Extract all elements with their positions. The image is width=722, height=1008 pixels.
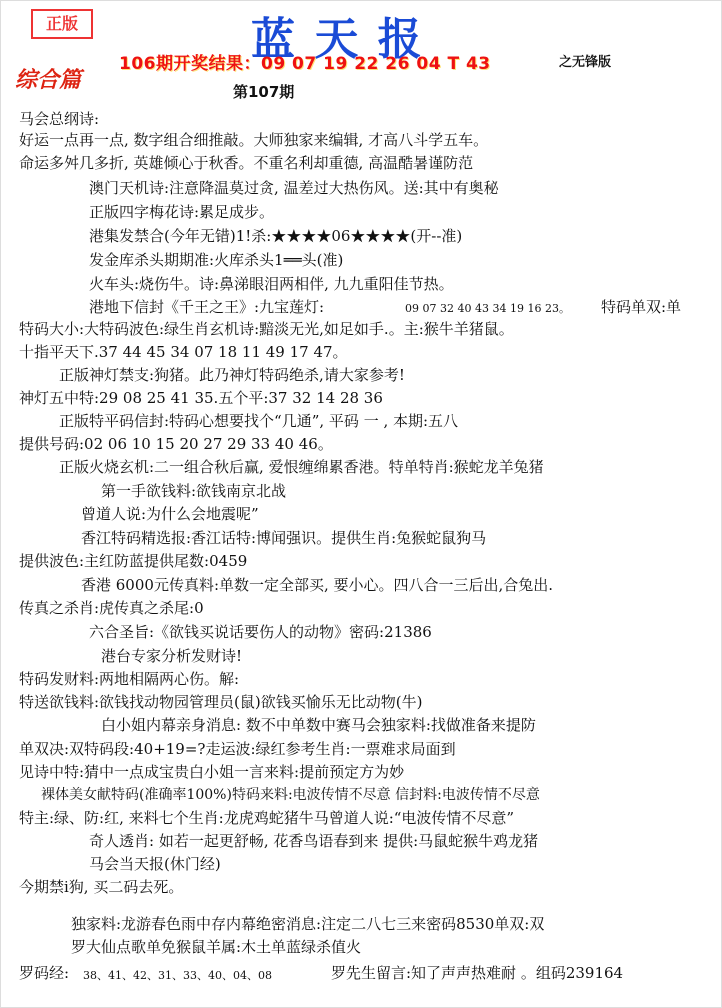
text-line: 特码单双:单: [601, 298, 682, 316]
issue-number: 第107期: [233, 83, 295, 101]
edition-label: 之无锋版: [559, 55, 612, 70]
text-line: 好运一点再一点, 数字组合细推敲。大师独家来编辑, 才高八斗学五车。: [19, 131, 489, 149]
text-line: 香港 6000元传真料:单数一定全部买, 要小心。四八合一三后出,合兔出.: [81, 576, 554, 594]
text-line: 特码大小:大特码波色:绿生肖玄机诗:黯淡无光,如足如手.。主:猴牛羊猪鼠。: [19, 320, 514, 338]
text-line: 提供波色:主红防蓝提供尾数:0459: [19, 552, 248, 570]
text-line: 特主:绿、防:红, 来料七个生肖:龙虎鸡蛇猪牛马曾道人说:“电波传情不尽意”: [19, 809, 515, 827]
text-line: 十指平天下.37 44 45 34 07 18 11 49 17 47。: [19, 343, 348, 361]
text-line: 38、41、42、31、33、40、04、08: [83, 969, 272, 982]
text-line: 香江特码精选报:香江话特:博闻强识。提供生肖:兔猴蛇鼠狗马: [81, 529, 487, 547]
text-line: 马会总纲诗:: [19, 110, 100, 128]
text-line: 正版特平码信封:特码心想要找个“几通”, 平码 一 , 本期:五八: [59, 412, 459, 430]
text-line: 09 07 32 40 43 34 19 16 23。: [405, 302, 570, 315]
text-line: 六合圣旨:《欲钱买说话要伤人的动物》密码:21386: [89, 623, 432, 641]
text-line: 神灯五中特:29 08 25 41 35.五个平:37 32 14 28 36: [19, 389, 383, 407]
text-line: 罗码经:: [19, 964, 70, 982]
text-line: 特码发财料:两地相隔两心伤。解:: [19, 670, 240, 688]
draw-result: 106期开奖结果：09 07 19 22 26 04 T 43: [119, 54, 491, 74]
text-line: 正版火烧玄机:二一组合秋后赢, 爱恨缠绵累香港。特单特肖:猴蛇龙羊兔猪: [59, 458, 544, 476]
text-line: 港集发禁合(今年无错)1!杀:★★★★06★★★★(开--准): [89, 227, 463, 245]
text-line: 特送欲钱料:欲钱找动物园管理员(鼠)欲钱买愉乐无比动物(牛): [19, 693, 423, 711]
text-line: 命运多舛几多折, 英雄倾心于秋香。不重名利却重德, 高温酷暑谨防范: [19, 154, 474, 172]
paper-title: 蓝 天 报: [251, 14, 424, 65]
text-line: 白小姐内幕亲身消息: 数不中单数中赛马会独家料:找做准备来提防: [101, 716, 536, 734]
text-line: 罗大仙点歌单免猴鼠羊属:木土单蓝绿杀值火: [71, 938, 362, 956]
text-line: 马会当天报(休门经): [89, 855, 221, 873]
text-line: 第一手欲钱料:欲钱南京北战: [101, 482, 287, 500]
text-line: 见诗中特:猜中一点成宝贵白小姐一言来料:提前预定方为妙: [19, 763, 405, 781]
text-line: 正版神灯禁支:狗猪。此乃神灯特码绝杀,请大家参考!: [59, 366, 405, 384]
text-line: 裸体美女献特码(准确率100%)特码来料:电波传情不尽意 信封料:电波传情不尽意: [41, 787, 540, 803]
text-line: 港地下信封《千王之王》:九宝莲灯:: [89, 298, 325, 316]
text-line: 罗先生留言:知了声声热难耐 。组码239164: [331, 964, 624, 982]
text-line: 奇人透肖: 如若一起更舒畅, 花香鸟语春到来 提供:马鼠蛇猴牛鸡龙猪: [89, 832, 539, 850]
text-line: 独家料:龙游春色雨中存内幕绝密消息:注定二八七三来密码8530单双:双: [71, 915, 545, 933]
text-line: 正版四字梅花诗:累足成步。: [89, 203, 275, 221]
text-line: 传真之杀肖:虎传真之杀尾:0: [19, 599, 204, 617]
text-line: 发金库杀头期期准:火库杀头1══头(准): [89, 251, 344, 269]
text-line: 单双决:双特码段:40+19=?走运波:绿红参考生肖:一票难求局面到: [19, 740, 456, 758]
text-line: 提供号码:02 06 10 15 20 27 29 33 40 46。: [19, 435, 333, 453]
section-title: 综合篇: [15, 67, 82, 93]
text-line: 港台专家分析发财诗!: [101, 647, 243, 665]
text-line: 今期禁i狗, 买二码去死。: [19, 878, 184, 896]
text-line: 曾道人说:为什么会地震呢”: [81, 505, 259, 523]
edition-badge: 正版: [31, 9, 93, 39]
text-line: 火车头:烧伤牛。诗:鼻涕眼泪两相伴, 九九重阳佳节热。: [89, 275, 454, 293]
text-line: 澳门天机诗:注意降温莫过贪, 温差过大热伤风。送:其中有奥秘: [89, 179, 499, 197]
